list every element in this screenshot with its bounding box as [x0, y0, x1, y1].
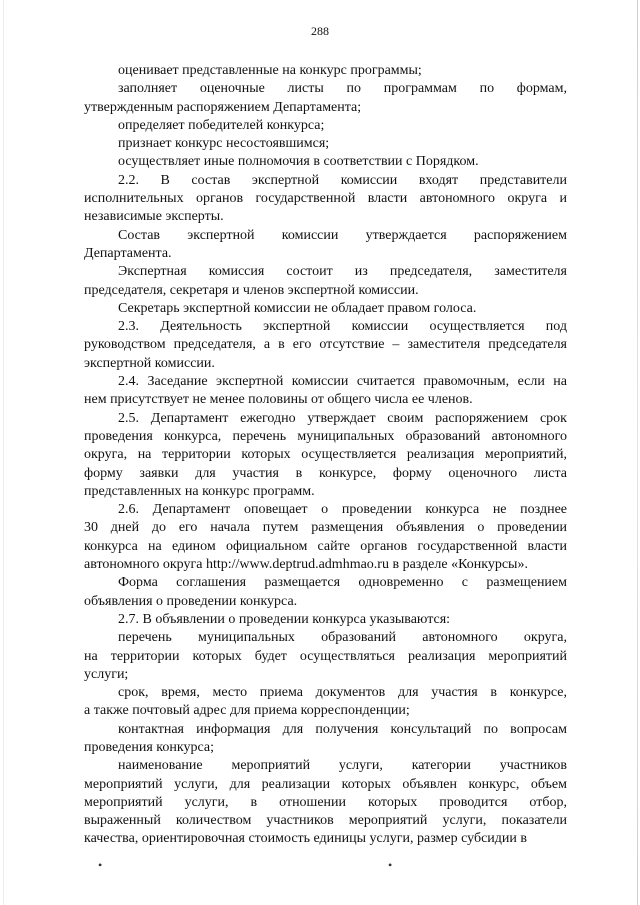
paragraph-first-line: осуществляет иные полномочия в соответствии с Порядком.: [118, 154, 479, 170]
page-number: 288: [311, 24, 329, 38]
paragraph-line: конкурса на едином официальном сайте органов государственной власти: [84, 538, 567, 554]
paragraph-line: утвержденным распоряжением Департамента;: [84, 99, 362, 115]
paragraph-line: проведения конкурса;: [84, 739, 214, 755]
paragraph-first-line: Секретарь экспертной комиссии не обладает правом голоса.: [118, 300, 477, 316]
paragraph-line: 30 дней до его начала путем размещения объявления о проведении: [84, 520, 567, 536]
paragraph-first-line: наименование мероприятий услуги, категории участников: [118, 758, 567, 774]
paragraph-first-line: оценивает представленные на конкурс программы;: [118, 63, 422, 78]
paragraph-first-line: 2.6. Департамент оповещает о проведении конкурса не позднее: [118, 502, 567, 518]
paragraph-line: автономного округа http://www.deptrud.admhmao.ru в разделе «Конкурсы».: [84, 557, 528, 573]
paragraph-line: объявления о проведении конкурса.: [84, 593, 298, 609]
paragraph-first-line: Экспертная комиссия состоит из председателя, заместителя: [118, 264, 567, 280]
paragraph-line: округа, на территории которых осуществляется реализация мероприятий,: [84, 447, 567, 463]
scan-edge-right: [637, 0, 638, 905]
paragraph-line: Департамента.: [84, 245, 172, 261]
paragraph-first-line: Форма соглашения размещается одновременно с размещением: [118, 575, 567, 591]
paragraph-first-line: заполняет оценочные листы по программам по формам,: [118, 81, 567, 97]
scan-speck: •: [388, 858, 393, 872]
paragraph-line: руководством председателя, а в его отсутствие – заместителя председателя: [84, 337, 567, 353]
paragraph-first-line: 2.4. Заседание экспертной комиссии считается правомочным, если на: [118, 374, 567, 390]
paragraph-line: мероприятий услуги, для реализации которых объявлен конкурс, объем: [84, 776, 567, 792]
paragraph-line: а также почтовый адрес для приема корреспонденции;: [84, 703, 410, 719]
paragraph-first-line: признает конкурс несостоявшимся;: [118, 136, 330, 152]
paragraph-first-line: 2.2. В состав экспертной комиссии входят представители: [118, 172, 567, 188]
paragraph-line: качества, ориентировочная стоимость единицы услуги, размер субсидии в: [84, 831, 528, 847]
paragraph-line: независимые эксперты.: [84, 209, 224, 225]
paragraph-line: форму заявки для участия в конкурсе, форму оценочного листа: [84, 465, 567, 481]
paragraph-line: на территории которых будет осуществляться реализация мероприятий: [84, 648, 567, 664]
paragraph-first-line: перечень муниципальных образований автономного округа,: [118, 630, 567, 646]
paragraph-first-line: срок, время, место приема документов для участия в конкурсе,: [118, 685, 567, 701]
paragraph-first-line: определяет победителей конкурса;: [118, 117, 325, 133]
paragraph-line: выраженный количеством участников мероприятий услуги, показатели: [84, 813, 567, 829]
paragraph-first-line: 2.7. В объявлении о проведении конкурса указываются:: [118, 611, 451, 627]
scan-speck: •: [98, 858, 103, 872]
document-body: [84, 62, 567, 849]
paragraph-line: председателя, секретаря и членов экспертной комиссии.: [84, 282, 419, 298]
paragraph-line: проведения конкурса, перечень муниципальных образований автономного: [84, 428, 567, 444]
scan-edge-left: [3, 0, 4, 905]
paragraph-first-line: 2.5. Департамент ежегодно утверждает своим распоряжением срок: [118, 410, 567, 426]
paragraph-line: экспертной комиссии.: [84, 355, 215, 371]
paragraph-first-line: 2.3. Деятельность экспертной комиссии осуществляется под: [118, 319, 567, 335]
paragraph-line: исполнительных органов государственной власти автономного округа и: [84, 191, 567, 207]
paragraph-line: представленных на конкурс программ.: [84, 483, 315, 499]
paragraph-line: нем присутствует не менее половины от общего числа ее членов.: [84, 392, 473, 408]
paragraph-line: услуги;: [84, 666, 129, 682]
paragraph-line: мероприятий услуги, в отношении которых проводится отбор,: [84, 794, 567, 810]
paragraph-first-line: контактная информация для получения консультаций по вопросам: [118, 721, 567, 737]
paragraph-first-line: Состав экспертной комиссии утверждается распоряжением: [118, 227, 567, 243]
